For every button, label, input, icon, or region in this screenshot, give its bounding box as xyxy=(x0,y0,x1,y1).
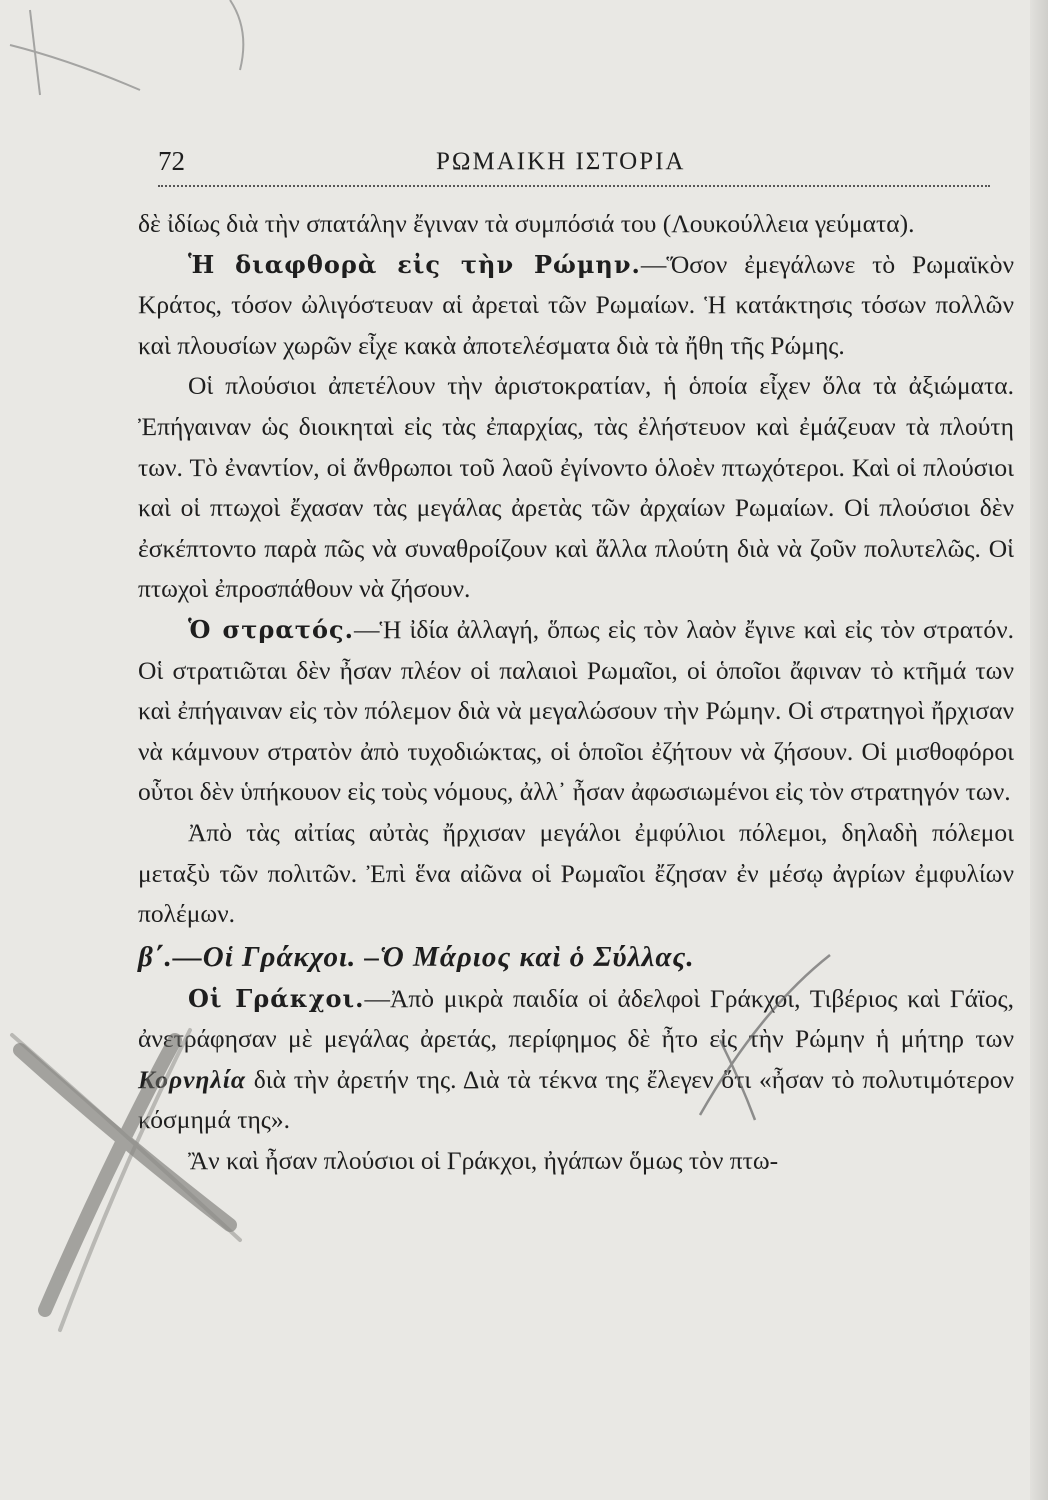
paragraph-4 xyxy=(138,610,1014,813)
paragraph-7: Ἂν καὶ ἦσαν πλούσιοι οἱ Γράκχοι, ἠγάπων ὅμως τὸν πτω- xyxy=(188,1146,779,1176)
section-title: β΄.—Οἱ Γράκχοι. –Ὁ Μάριος καὶ ὁ Σύλλας. xyxy=(138,940,695,973)
page-body xyxy=(138,204,1014,1182)
paragraph-2 xyxy=(138,245,1014,367)
paragraph-6-text-b: διὰ τὴν ἀρετήν της. Διὰ τὰ τέκνα της ἔλεγεν ὅτι «ἦσαν τὸ πολυτιμότερον κόσμημά της». xyxy=(138,1064,1014,1135)
paragraph-5: Ἀπὸ τὰς αἰτίας αὐτὰς ἤρχισαν μεγάλοι ἐμφύλιοι πόλεμοι, δηλαδὴ πόλεμοι μεταξὺ τῶν πολιτῶν. Ἐπὶ ἕνα αἰῶνα οἱ Ρωμαῖοι ἔζησαν ἐν μέσῳ ἀγρίων ἐμφυλίων πολέμων. xyxy=(138,817,1014,929)
paragraph-6-text-a: —Ἀπὸ μικρὰ παιδία οἱ ἀδελφοὶ Γράκχοι, Τιβέριος καὶ Γάϊος, ἀνετράφησαν μὲ μεγάλας ἀρετάς, περίφημος δὲ ἦτο εἰς τὴν Ρώμην ἡ μήτηρ των xyxy=(138,983,1015,1054)
page-edge xyxy=(1030,0,1048,1500)
paragraph-3: Οἱ πλούσιοι ἀπετέλουν τὴν ἀριστοκρατίαν, ἡ ὁποία εἶχεν ὅλα τὰ ἀξιώματα. Ἐπήγαιναν ὡς διοικηταὶ εἰς τὰς ἐπαρχίας, τὰς ἐλήστευον καὶ ἐμάζευαν τὰ πλούτη των. Τὸ ἐναντίον, οἱ ἄνθρωποι τοῦ λαοῦ ἐγίνοντο ὁλοὲν πτωχότεροι. Καὶ οἱ πλούσιοι καὶ οἱ πτωχοὶ ἔχασαν τὰς μεγάλας ἀρετὰς τῶν ἀρχαίων Ρωμαίων. Οἱ πλούσιοι δὲν ἐσκέπτοντο παρὰ πῶς νὰ συναθροίζουν καὶ ἄλλα πλούτη διὰ νὰ ζοῦν πολυτελῶς. Οἱ πτωχοὶ ἐπροσπάθουν νὰ ζήσουν. xyxy=(138,371,1014,604)
name-cornelia: Κορνηλία xyxy=(138,1064,246,1094)
paragraph-4-text: —Ἡ ἰδία ἀλλαγή, ὅπως εἰς τὸν λαὸν ἔγινε καὶ εἰς τὸν στρατόν. Οἱ στρατιῶται δὲν ἦσαν πλέον οἱ παλαιοὶ Ρωμαῖοι, οἱ ὁποῖοι ἄφιναν τὸ κτῆμά των καὶ ἐπήγαιναν εἰς τὸν πόλεμον διὰ νὰ μεγαλώσουν τὴν Ρώμην. Οἱ στρατηγοὶ ἤρχισαν νὰ κάμνουν στρατὸν ἀπὸ τυχοδιώκτας, οἱ ὁποῖοι ἐζήτουν νὰ ζήσουν. Οἱ μισθοφόροι οὗτοι δὲν ὑπήκουον εἰς τοὺς νόμους, ἀλλ᾽ ἦσαν ἀφωσιωμένοι εἰς τὸν στρατηγόν των. xyxy=(138,614,1014,807)
running-title: ΡΩΜΑΙΚΗ ΙΣΤΟΡΙΑ xyxy=(436,148,686,175)
paragraph-6 xyxy=(138,979,1014,1141)
subheading-army: Ὁ στρατός. xyxy=(188,614,354,644)
paragraph-2-text: —Ὅσον ἐμεγάλωνε τὸ Ρωμαϊκὸν Κράτος, τόσον ὠλιγόστευαν αἱ ἀρεταὶ τῶν Ρωμαίων. Ἡ κατάκτησις τόσων πολλῶν καὶ πλουσίων χωρῶν εἶχε κακὰ ἀποτελέσματα διὰ τὰ ἤθη τῆς Ρώμης. xyxy=(138,249,1015,360)
page-header xyxy=(158,146,988,186)
subheading-gracchi: Οἱ Γράκχοι. xyxy=(188,983,365,1013)
header-rule xyxy=(158,185,990,187)
paragraph-1: δὲ ἰδίως διὰ τὴν σπατάλην ἔγιναν τὰ συμπόσιά του (Λουκούλλεια γεύματα). xyxy=(138,209,915,238)
pencil-stroke-upper-left xyxy=(10,0,243,95)
page-number: 72 xyxy=(158,146,185,176)
subheading-corruption: Ἡ διαφθορὰ εἰς τὴν Ρώμην. xyxy=(188,249,641,279)
